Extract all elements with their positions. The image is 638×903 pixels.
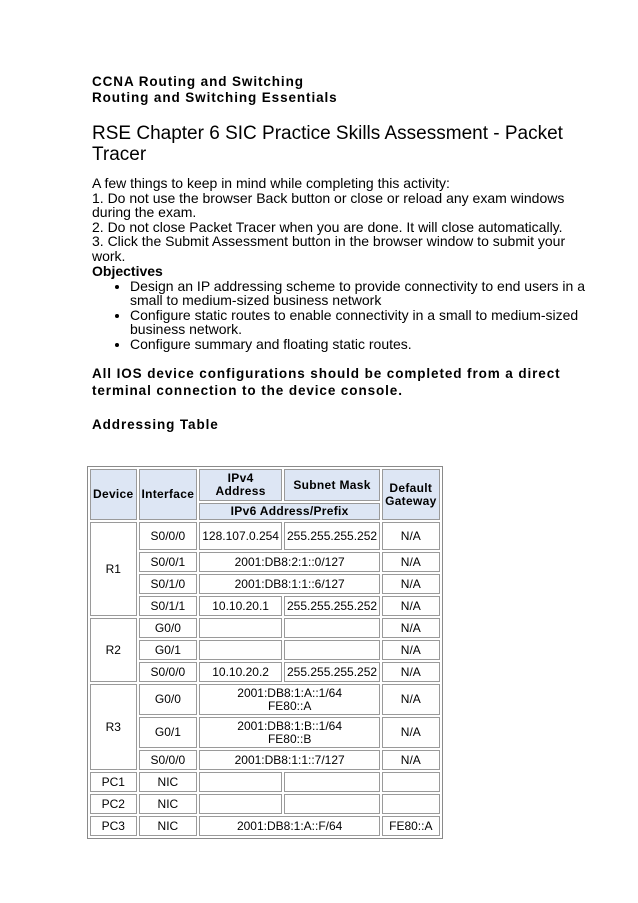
table-header-row [90, 469, 440, 501]
course-title: CCNA Routing and Switching [92, 74, 304, 89]
intro-line: 3. Click the Submit Assessment button in the browser window to submit your work. [92, 233, 566, 264]
interface-cell: S0/1/1 [139, 596, 198, 616]
gateway-cell [382, 772, 439, 792]
gateway-cell: FE80::A [382, 816, 439, 836]
interface-cell: NIC [139, 772, 198, 792]
gateway-cell: N/A [382, 717, 439, 748]
gateway-cell [382, 794, 439, 814]
gateway-cell: N/A [382, 522, 439, 550]
device-cell: R1 [90, 522, 137, 616]
ipv4-cell: 10.10.20.1 [199, 596, 282, 616]
interface-cell: S0/1/0 [139, 574, 198, 594]
interface-cell: NIC [139, 794, 198, 814]
objective-item: • Design an IP addressing scheme to provide connectivity to end users in a small to medium-sized business network [130, 279, 592, 308]
table-row [90, 596, 440, 616]
table-title: Addressing Table [92, 416, 219, 432]
device-cell: R3 [90, 684, 137, 770]
interface-cell: S0/0/1 [139, 552, 198, 572]
device-cell: PC3 [90, 816, 137, 836]
mask-cell: 255.255.255.252 [284, 662, 380, 682]
ipv6-cell: 2001:DB8:1:A::F/64 [199, 816, 380, 836]
intro-line: A few things to keep in mind while completing this activity: [92, 175, 450, 191]
interface-cell: S0/0/0 [139, 662, 198, 682]
course-header [92, 74, 592, 106]
mask-cell [284, 618, 380, 638]
table-row [90, 717, 440, 748]
header-default-gateway: Default Gateway [382, 469, 439, 520]
ipv4-cell [199, 618, 282, 638]
table-row [90, 816, 440, 836]
mask-cell [284, 640, 380, 660]
header-device: Device [90, 469, 137, 520]
device-cell: R2 [90, 618, 137, 682]
mask-cell [284, 772, 380, 792]
ipv6-cell: 2001:DB8:1:1::7/127 [199, 750, 380, 770]
ipv4-cell: 128.107.0.254 [199, 522, 282, 550]
gateway-cell: N/A [382, 618, 439, 638]
mask-cell: 255.255.255.252 [284, 596, 380, 616]
ipv4-cell [199, 794, 282, 814]
table-row [90, 794, 440, 814]
gateway-cell: N/A [382, 662, 439, 682]
interface-cell: G0/0 [139, 618, 198, 638]
ipv6-link-local: FE80::A [267, 698, 312, 713]
ipv6-cell: 2001:DB8:1:1::6/127 [199, 574, 380, 594]
header-interface: Interface [139, 469, 198, 520]
mask-cell [284, 794, 380, 814]
intro-line: 2. Do not close Packet Tracer when you are done. It will close automatically. [92, 218, 563, 235]
table-row [90, 574, 440, 594]
table-row [90, 618, 440, 638]
header-ipv6: IPv6 Address/Prefix [199, 503, 380, 520]
objective-item: • Configure static routes to enable connectivity in a small to medium-sized business network. [130, 308, 592, 337]
table-row [90, 640, 440, 660]
interface-cell: S0/0/0 [139, 522, 198, 550]
addressing-table [87, 466, 443, 839]
header-subnet-mask: Subnet Mask [284, 469, 380, 501]
gateway-cell: N/A [382, 684, 439, 715]
objectives-list [92, 279, 592, 352]
ipv4-cell: 10.10.20.2 [199, 662, 282, 682]
table-row [90, 750, 440, 770]
interface-cell: G0/0 [139, 684, 198, 715]
interface-cell: S0/0/0 [139, 750, 198, 770]
page-title: RSE Chapter 6 SIC Practice Skills Assessment - Packet Tracer [92, 123, 563, 165]
config-note: All IOS device configurations should be completed from a direct terminal connection to the device console. [92, 365, 561, 398]
table-row [90, 684, 440, 715]
objectives-heading: Objectives [92, 262, 163, 279]
gateway-cell: N/A [382, 552, 439, 572]
interface-cell: NIC [139, 816, 198, 836]
ipv6-global: 2001:DB8:1:B::1/64 [237, 718, 343, 733]
gateway-cell: N/A [382, 750, 439, 770]
ipv6-cell: 2001:DB8:2:1::0/127 [199, 552, 380, 572]
device-cell: PC2 [90, 794, 137, 814]
intro-line: 1. Do not use the browser Back button or close or reload any exam windows during the exam. [92, 189, 565, 221]
interface-cell: G0/1 [139, 640, 198, 660]
device-cell: PC1 [90, 772, 137, 792]
table-row [90, 522, 440, 550]
interface-cell: G0/1 [139, 717, 198, 748]
gateway-cell: N/A [382, 640, 439, 660]
document-page [92, 74, 592, 433]
header-ipv4: IPv4 Address [199, 469, 282, 501]
gateway-cell: N/A [382, 596, 439, 616]
ipv6-global: 2001:DB8:1:A::1/64 [237, 685, 343, 700]
ipv4-cell [199, 772, 282, 792]
mask-cell: 255.255.255.252 [284, 522, 380, 550]
ipv6-cell [199, 717, 380, 748]
intro-text [92, 176, 592, 279]
table-row [90, 772, 440, 792]
ipv6-link-local: FE80::B [267, 731, 312, 746]
gateway-cell: N/A [382, 574, 439, 594]
table-row [90, 662, 440, 682]
objective-item: • Configure summary and floating static routes. [130, 337, 592, 352]
course-subtitle: Routing and Switching Essentials [92, 90, 338, 105]
ipv6-cell [199, 684, 380, 715]
ipv4-cell [199, 640, 282, 660]
table-row [90, 552, 440, 572]
